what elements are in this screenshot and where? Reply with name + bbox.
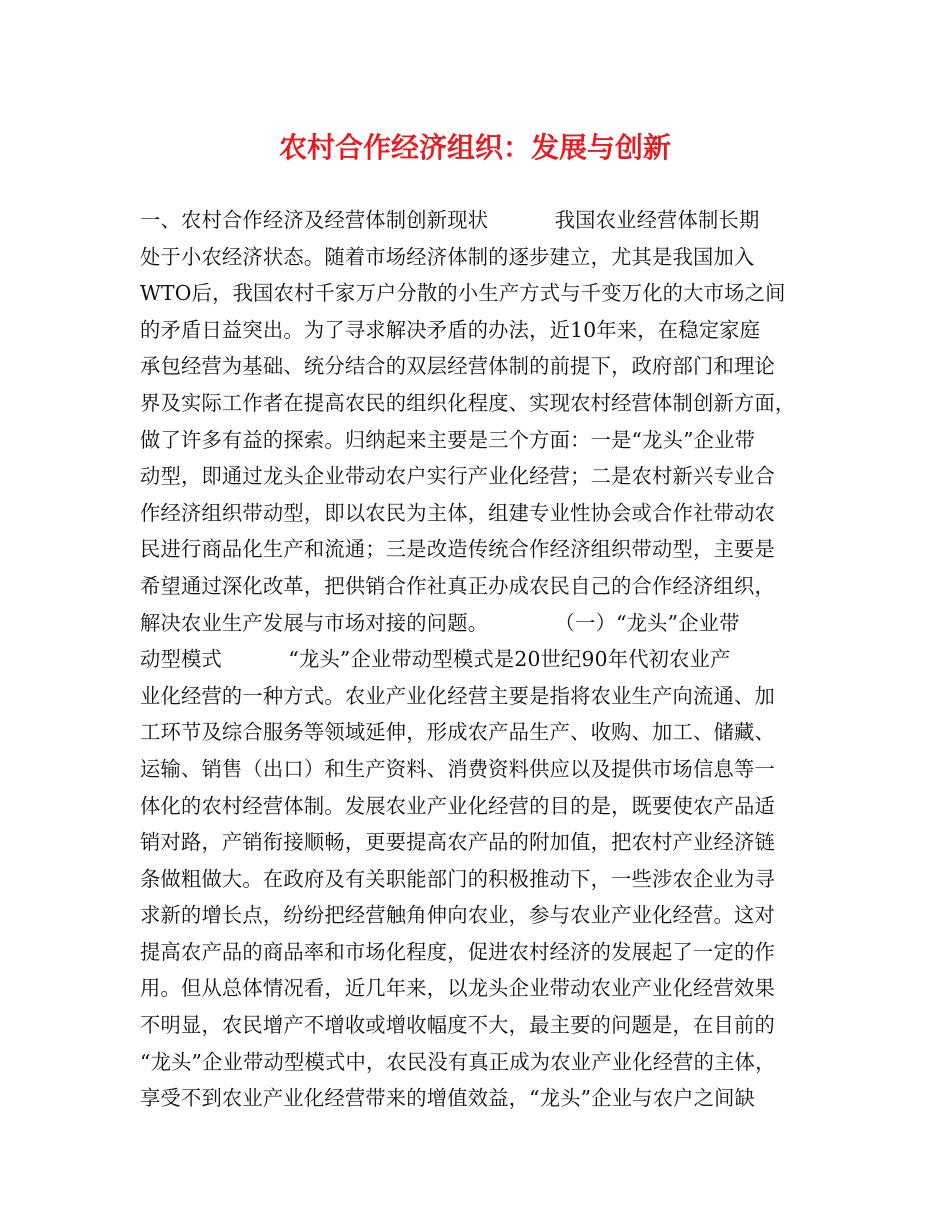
- body-text-line: 民进行商品化生产和流通；三是改造传统合作经济组织带动型，主要是: [140, 537, 775, 562]
- body-text-line: 享受不到农业产业化经营带来的增值效益，“龙头”企业与农户之间缺: [140, 1086, 756, 1111]
- body-text-line: 界及实际工作者在提高农民的组织化程度、实现农村经营体制创新方面，: [140, 390, 796, 415]
- document-body: [140, 202, 820, 1117]
- body-text-line: 求新的增长点，纷纷把经营触角伸向农业，参与农业产业化经营。这对: [140, 903, 775, 928]
- body-text-line: 工环节及综合服务等领域延伸，形成农产品生产、收购、加工、储藏、: [140, 720, 775, 745]
- body-text-line: WTO后，我国农村千家万户分散的小生产方式与千变万化的大市场之间: [140, 281, 786, 306]
- body-text-line: 处于小农经济状态。随着市场经济体制的逐步建立，尤其是我国加入: [140, 244, 755, 269]
- body-text-line: 业化经营的一种方式。农业产业化经营主要是指将农业生产向流通、加: [140, 683, 775, 708]
- body-text-line: 销对路，产销衔接顺畅，更要提高农产品的附加值，把农村产业经济链: [140, 830, 775, 855]
- body-text-line: 用。但从总体情况看，近几年来，以龙头企业带动农业产业化经营效果: [140, 976, 775, 1001]
- body-text-line: 运输、销售（出口）和生产资料、消费资料供应以及提供市场信息等一: [140, 756, 775, 781]
- body-text-line: 条做粗做大。在政府及有关职能部门的积极推动下，一些涉农企业为寻: [140, 866, 775, 891]
- body-text-line: 动型，即通过龙头企业带动农户实行产业化经营；二是农村新兴专业合: [140, 464, 775, 489]
- body-text-line: “龙头”企业带动型模式中，农民没有真正成为农业产业化经营的主体，: [140, 1049, 776, 1074]
- body-text-line: 的矛盾日益突出。为了寻求解决矛盾的办法，近10年来，在稳定家庭: [140, 317, 761, 342]
- body-text-line: 不明显，农民增产不增收或增收幅度不大，最主要的问题是，在目前的: [140, 1013, 775, 1038]
- body-text-line: 解决农业生产发展与市场对接的问题。 （一）“龙头”企业带: [140, 610, 740, 635]
- body-text-line: 承包经营为基础、统分结合的双层经营体制的前提下，政府部门和理论: [140, 354, 775, 379]
- body-text-line: 作经济组织带动型，即以农民为主体，组建专业性协会或合作社带动农: [140, 500, 775, 525]
- body-text-line: 做了许多有益的探索。归纳起来主要是三个方面：一是“龙头”企业带: [140, 427, 756, 452]
- body-text-line: 一、农村合作经济及经营体制创新现状 我国农业经营体制长期: [140, 208, 760, 232]
- body-text-line: 希望通过深化改革，把供销合作社真正办成农民自己的合作经济组织，: [140, 573, 775, 598]
- body-text-line: 提高农产品的商品率和市场化程度，促进农村经济的发展起了一定的作: [140, 939, 775, 964]
- body-text-line: 体化的农村经营体制。发展农业产业化经营的目的是，既要使农产品适: [140, 793, 775, 818]
- body-text-line: 动型模式 “龙头”企业带动型模式是20世纪90年代初农业产: [140, 647, 731, 672]
- document-title: 农村合作经济组织：发展与创新: [278, 131, 671, 164]
